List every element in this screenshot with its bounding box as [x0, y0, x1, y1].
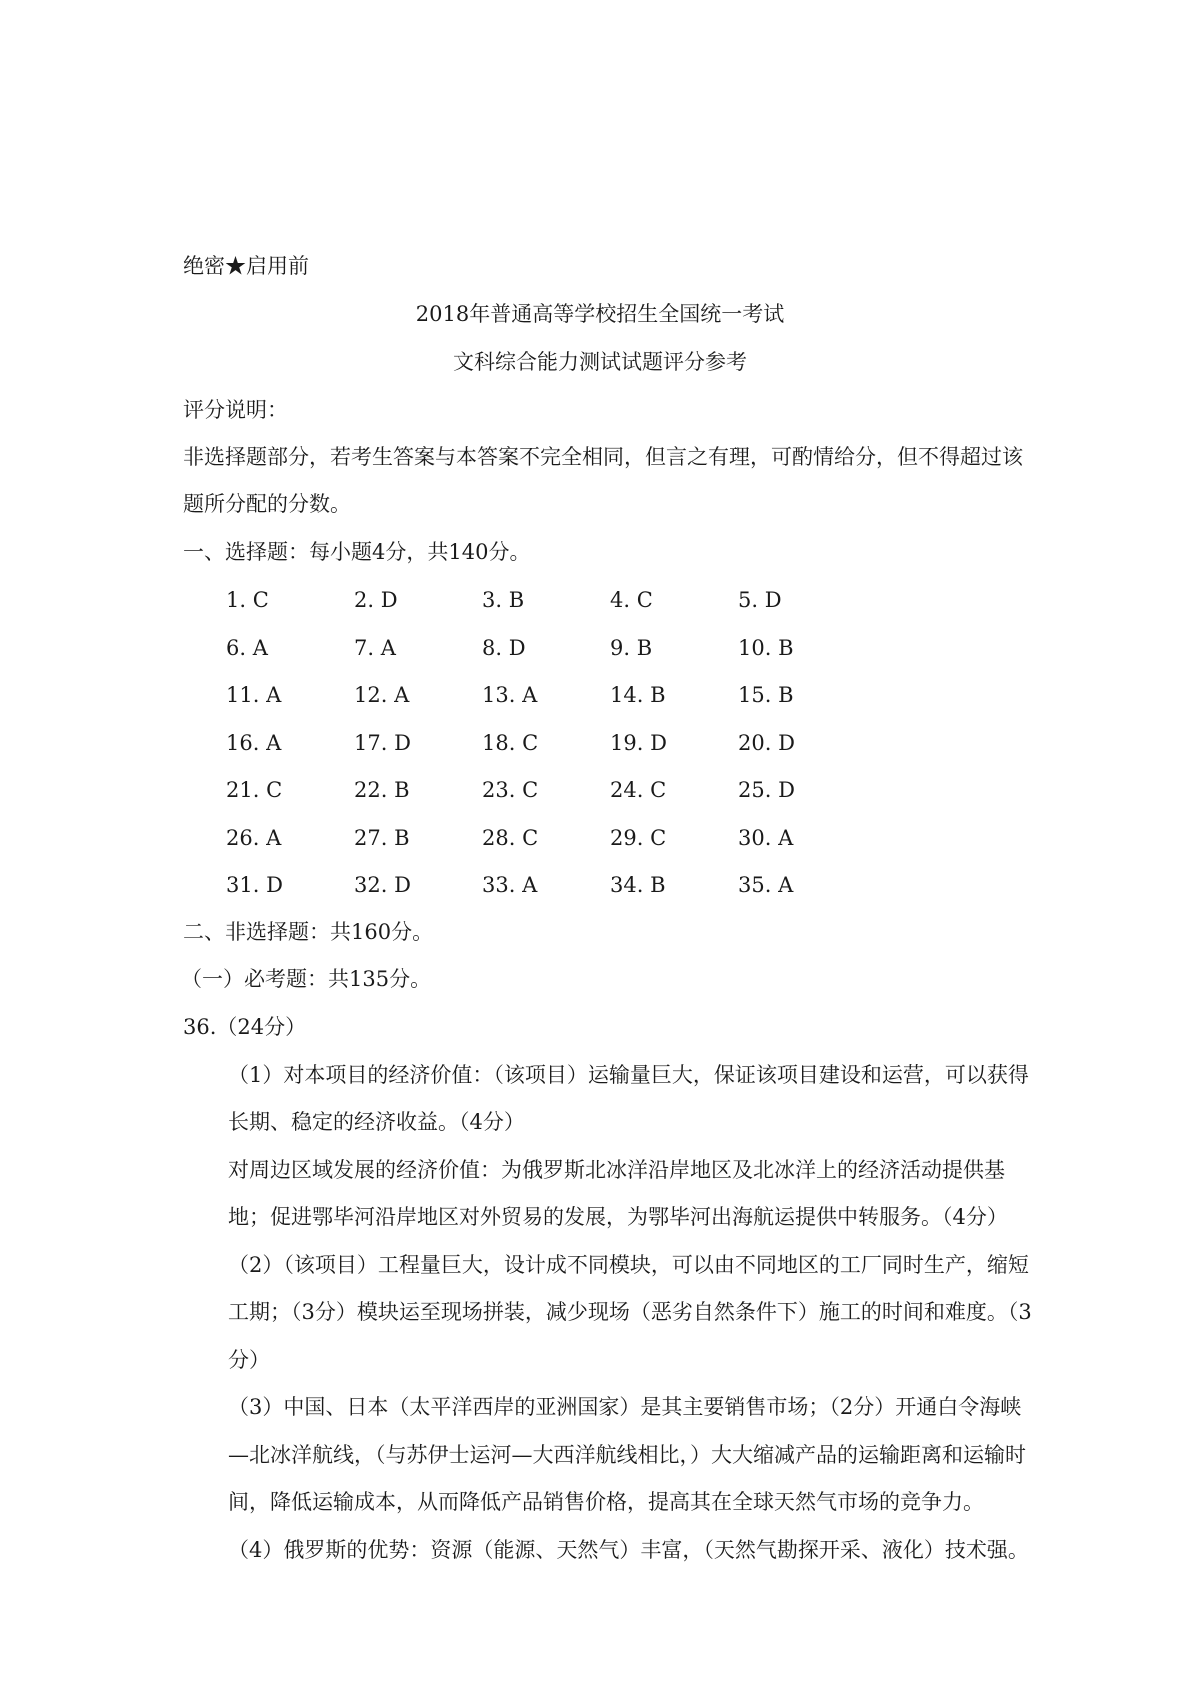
exam-subtitle: 文科综合能力测试试题评分参考	[453, 350, 747, 374]
answer-text-line: （1）对本项目的经济价值：（该项目）运输量巨大，保证该项目建设和运营，可以获得	[228, 1063, 1029, 1087]
scoring-notes-line: 题所分配的分数。	[183, 492, 351, 516]
question-36-title: 36.（24分）	[183, 1015, 307, 1039]
answer-key-item: 16. A	[226, 731, 282, 755]
answer-text-line: 分）	[228, 1348, 270, 1372]
answer-key-item: 35. A	[738, 873, 794, 897]
answer-key-item: 11. A	[226, 683, 282, 707]
exam-title: 2018年普通高等学校招生全国统一考试	[415, 302, 785, 326]
answer-key-item: 24. C	[610, 778, 667, 802]
answer-key-item: 21. C	[226, 778, 283, 802]
answer-key-item: 30. A	[738, 826, 794, 850]
answer-key-item: 26. A	[226, 826, 282, 850]
answer-key-item: 12. A	[354, 683, 410, 707]
answer-text-line: （2）（该项目）工程量巨大，设计成不同模块，可以由不同地区的工厂同时生产，缩短	[228, 1253, 1029, 1277]
answer-text-line: 地；促进鄂毕河沿岸地区对外贸易的发展，为鄂毕河出海航运提供中转服务。（4分）	[228, 1205, 1008, 1229]
answer-key-item: 6. A	[226, 636, 268, 660]
answer-key-item: 5. D	[738, 588, 782, 612]
answer-key-item: 18. C	[482, 731, 539, 755]
answer-key-item: 10. B	[738, 636, 794, 660]
answer-key-item: 8. D	[482, 636, 526, 660]
answer-text-line: （4）俄罗斯的优势：资源（能源、天然气）丰富，（天然气勘探开采、液化）技术强。	[228, 1538, 1029, 1562]
answer-text-line: —北冰洋航线，（与苏伊士运河—大西洋航线相比，）大大缩减产品的运输距离和运输时	[228, 1443, 1026, 1467]
answer-key-item: 17. D	[354, 731, 411, 755]
answer-key-item: 32. D	[354, 873, 411, 897]
answer-key-item: 4. C	[610, 588, 653, 612]
scoring-notes-line: 非选择题部分，若考生答案与本答案不完全相同，但言之有理，可酌情给分，但不得超过该	[183, 445, 1023, 469]
answer-key-item: 13. A	[482, 683, 538, 707]
answer-key-item: 2. D	[354, 588, 398, 612]
answer-key-item: 23. C	[482, 778, 539, 802]
answer-key-item: 9. B	[610, 636, 653, 660]
answer-key-item: 31. D	[226, 873, 283, 897]
answer-key-item: 14. B	[610, 683, 666, 707]
answer-key-item: 20. D	[738, 731, 795, 755]
answer-key-item: 34. B	[610, 873, 666, 897]
answer-text-line: 长期、稳定的经济收益。（4分）	[228, 1110, 525, 1134]
answer-key-item: 27. B	[354, 826, 410, 850]
scoring-notes-heading: 评分说明：	[183, 398, 288, 422]
answer-key-item: 3. B	[482, 588, 525, 612]
answer-key-item: 29. C	[610, 826, 667, 850]
answer-key-item: 7. A	[354, 636, 396, 660]
answer-key-item: 33. A	[482, 873, 538, 897]
answer-text-line: 对周边区域发展的经济价值：为俄罗斯北冰洋沿岸地区及北冰洋上的经济活动提供基	[228, 1158, 1005, 1182]
answer-key-item: 22. B	[354, 778, 410, 802]
section-heading-free-response: 二、非选择题：共160分。	[183, 920, 434, 944]
answer-text-line: 工期；（3分）模块运至现场拼装，减少现场（恶劣自然条件下）施工的时间和难度。（3	[228, 1300, 1032, 1324]
answer-key-item: 1. C	[226, 588, 269, 612]
classification-label: 绝密★启用前	[183, 254, 309, 278]
answer-text-line: 间，降低运输成本，从而降低产品销售价格，提高其在全球天然气市场的竞争力。	[228, 1490, 984, 1514]
answer-key-item: 28. C	[482, 826, 539, 850]
answer-key-item: 25. D	[738, 778, 795, 802]
subsection-heading-required: （一）必考题：共135分。	[181, 967, 432, 991]
section-heading-multiple-choice: 一、选择题：每小题4分，共140分。	[183, 540, 531, 564]
answer-key-item: 15. B	[738, 683, 794, 707]
answer-key-item: 19. D	[610, 731, 667, 755]
answer-text-line: （3）中国、日本（太平洋西岸的亚洲国家）是其主要销售市场；（2分）开通白令海峡	[228, 1395, 1022, 1419]
